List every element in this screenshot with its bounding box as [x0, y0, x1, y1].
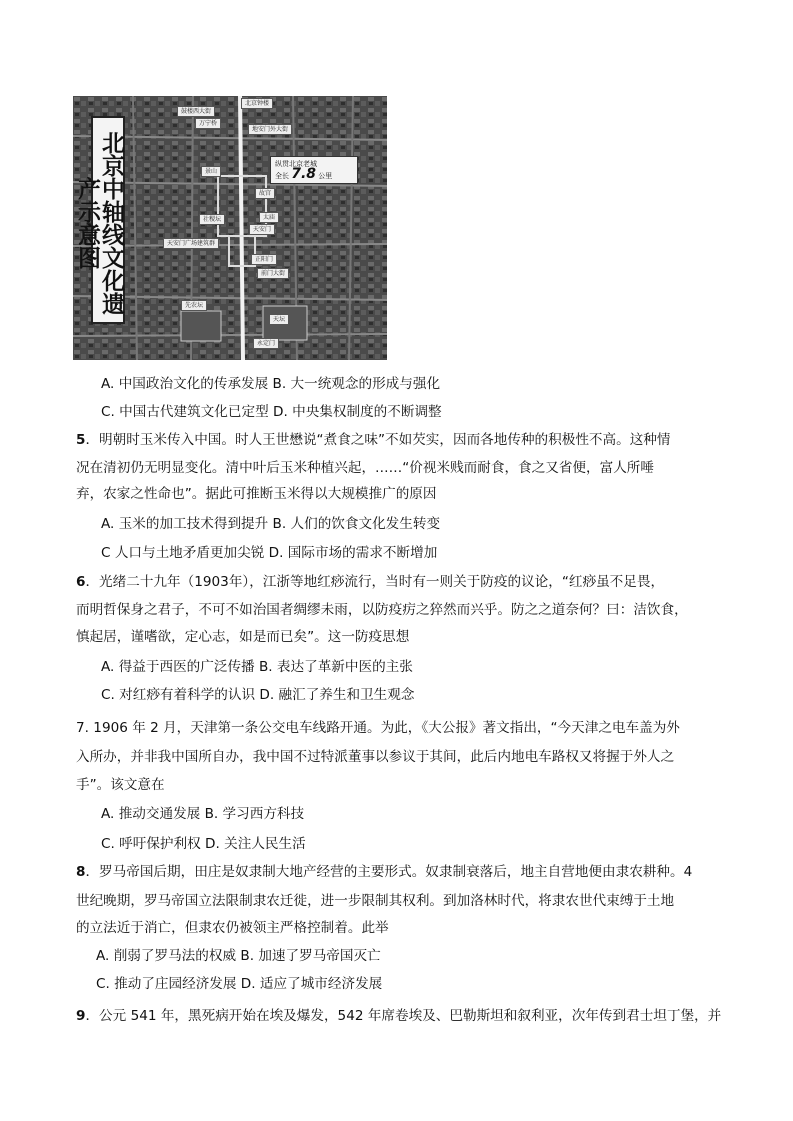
axis-length-unit: 公里	[318, 172, 333, 180]
map-label-jingshan: 景山	[201, 166, 221, 177]
map-label-tiantan: 天坛	[269, 314, 289, 325]
map-title: 北京中轴线文化遗产示意图	[91, 116, 125, 324]
q6-line-2: 而明哲保身之君子，不可不如治国者绸缪未雨，以防疫疠之猝然而兴乎。防之之道奈何？曰：洁饮食，	[76, 602, 688, 618]
q8-text-1: ．罗马帝国后期，田庄是奴隶制大地产经营的主要形式。奴隶制衰落后，地主自营地便由隶农耕种。4	[85, 864, 693, 880]
q5-line-2: 况在清初仍无明显变化。清中叶后玉米种植兴起，……“价视米贱而耐食，食之又省便，富人所唾	[76, 460, 654, 476]
q6-number: 6	[76, 574, 86, 590]
map-label-xiannongtan: 先农坛	[181, 300, 207, 311]
q6-line-1	[76, 572, 793, 592]
map-label-forbidden-city: 故宫	[255, 188, 275, 199]
q6-line-3: 慎起居，谨嗜欲，定心志，如是而已矣”。这一防疫思想	[76, 629, 410, 645]
axis-length-label: 纵贯北京老城	[275, 160, 317, 168]
q6-options-ab: A. 得益于西医的广泛传播 B. 表达了革新中医的主张	[101, 659, 413, 675]
map-label-tiananmen: 天安门	[249, 224, 275, 235]
map-label-yongdingmen: 永定门	[253, 338, 279, 349]
q4-options-ab: A. 中国政治文化的传承发展 B. 大一统观念的形成与强化	[101, 376, 441, 392]
axis-length-value: 7.8	[291, 166, 317, 182]
q9-number: 9	[76, 1008, 86, 1024]
map-label-zhengyangmen: 正阳门	[251, 254, 277, 265]
q9-text-1: ．公元 541 年，黑死病开始在埃及爆发，542 年席卷埃及、巴勒斯坦和叙利亚，次年传到君士坦丁堡，并	[85, 1008, 722, 1024]
map-label-wanning-bridge: 万宁桥	[195, 118, 221, 129]
q5-number: 5	[76, 432, 86, 448]
q8-line-2: 世纪晚期，罗马帝国立法限制隶农迁徙，进一步限制其权利。到加洛林时代，将隶农世代束缚于土地	[76, 893, 675, 909]
q7-options-ab: A. 推动交通发展 B. 学习西方科技	[101, 806, 305, 822]
q8-options-ab: A. 削弱了罗马法的权威 B. 加速了罗马帝国灭亡	[96, 948, 381, 964]
q8-options-cd: C. 推动了庄园经济发展 D. 适应了城市经济发展	[96, 976, 383, 992]
q7-line-2: 入所办，并非我中国所自办，我中国不过特派董事以参议于其间，此后内地电车路权又将握于外人之	[76, 749, 675, 765]
map-label-taimiao: 太庙	[259, 212, 279, 223]
q4-options-cd: C. 中国古代建筑文化已定型 D. 中央集权制度的不断调整	[101, 404, 442, 420]
map-label-bell-tower: 北京钟楼	[241, 98, 273, 109]
map-label-shejitan: 社稷坛	[199, 214, 225, 225]
q7-line-1: 7. 1906 年 2 月，天津第一条公交电车线路开通。为此，《大公报》著文指出，“今天津之电车盖为外	[76, 720, 680, 736]
q8-number: 8	[76, 864, 86, 880]
q7-line-3: 手”。该文意在	[76, 777, 165, 793]
q5-line-1	[76, 430, 793, 450]
axis-map-image	[73, 96, 387, 360]
q5-line-3: 弃，农家之性命也”。据此可推断玉米得以大规模推广的原因	[76, 486, 437, 502]
q5-options-ab: A. 玉米的加工技术得到提升 B. 人们的饮食文化发生转变	[101, 516, 441, 532]
axis-length-prefix: 全长	[275, 172, 289, 180]
axis-length-box	[270, 156, 358, 184]
q8-line-3: 的立法近于消亡，但隶农仍被领主严格控制着。此举	[76, 920, 389, 936]
q7-options-cd: C. 呼吁保护利权 D. 关注人民生活	[101, 836, 306, 852]
map-label-dianmenwai: 地安门外大街	[248, 124, 292, 135]
map-label-square-buildings: 天安门广场建筑群	[163, 238, 219, 249]
q6-options-cd: C. 对红痧有着科学的认识 D. 融汇了养生和卫生观念	[101, 687, 415, 703]
q8-line-1	[76, 862, 793, 882]
q9-line-1	[76, 1006, 793, 1026]
q5-text-1: ．明朝时玉米传入中国。时人王世懋说“煮食之味”不如芡实，因而各地传种的积极性不高。这种情	[85, 432, 671, 448]
q5-options-cd: C 人口与土地矛盾更加尖锐 D. 国际市场的需求不断增加	[101, 545, 438, 561]
map-label-gulou-west: 鼓楼西大街	[177, 106, 215, 117]
q6-text-1: ．光绪二十九年（1903年），江浙等地红痧流行，当时有一则关于防疫的议论，“红痧虽不足畏，	[85, 574, 665, 590]
map-label-qianmen-street: 前门大街	[257, 268, 289, 279]
